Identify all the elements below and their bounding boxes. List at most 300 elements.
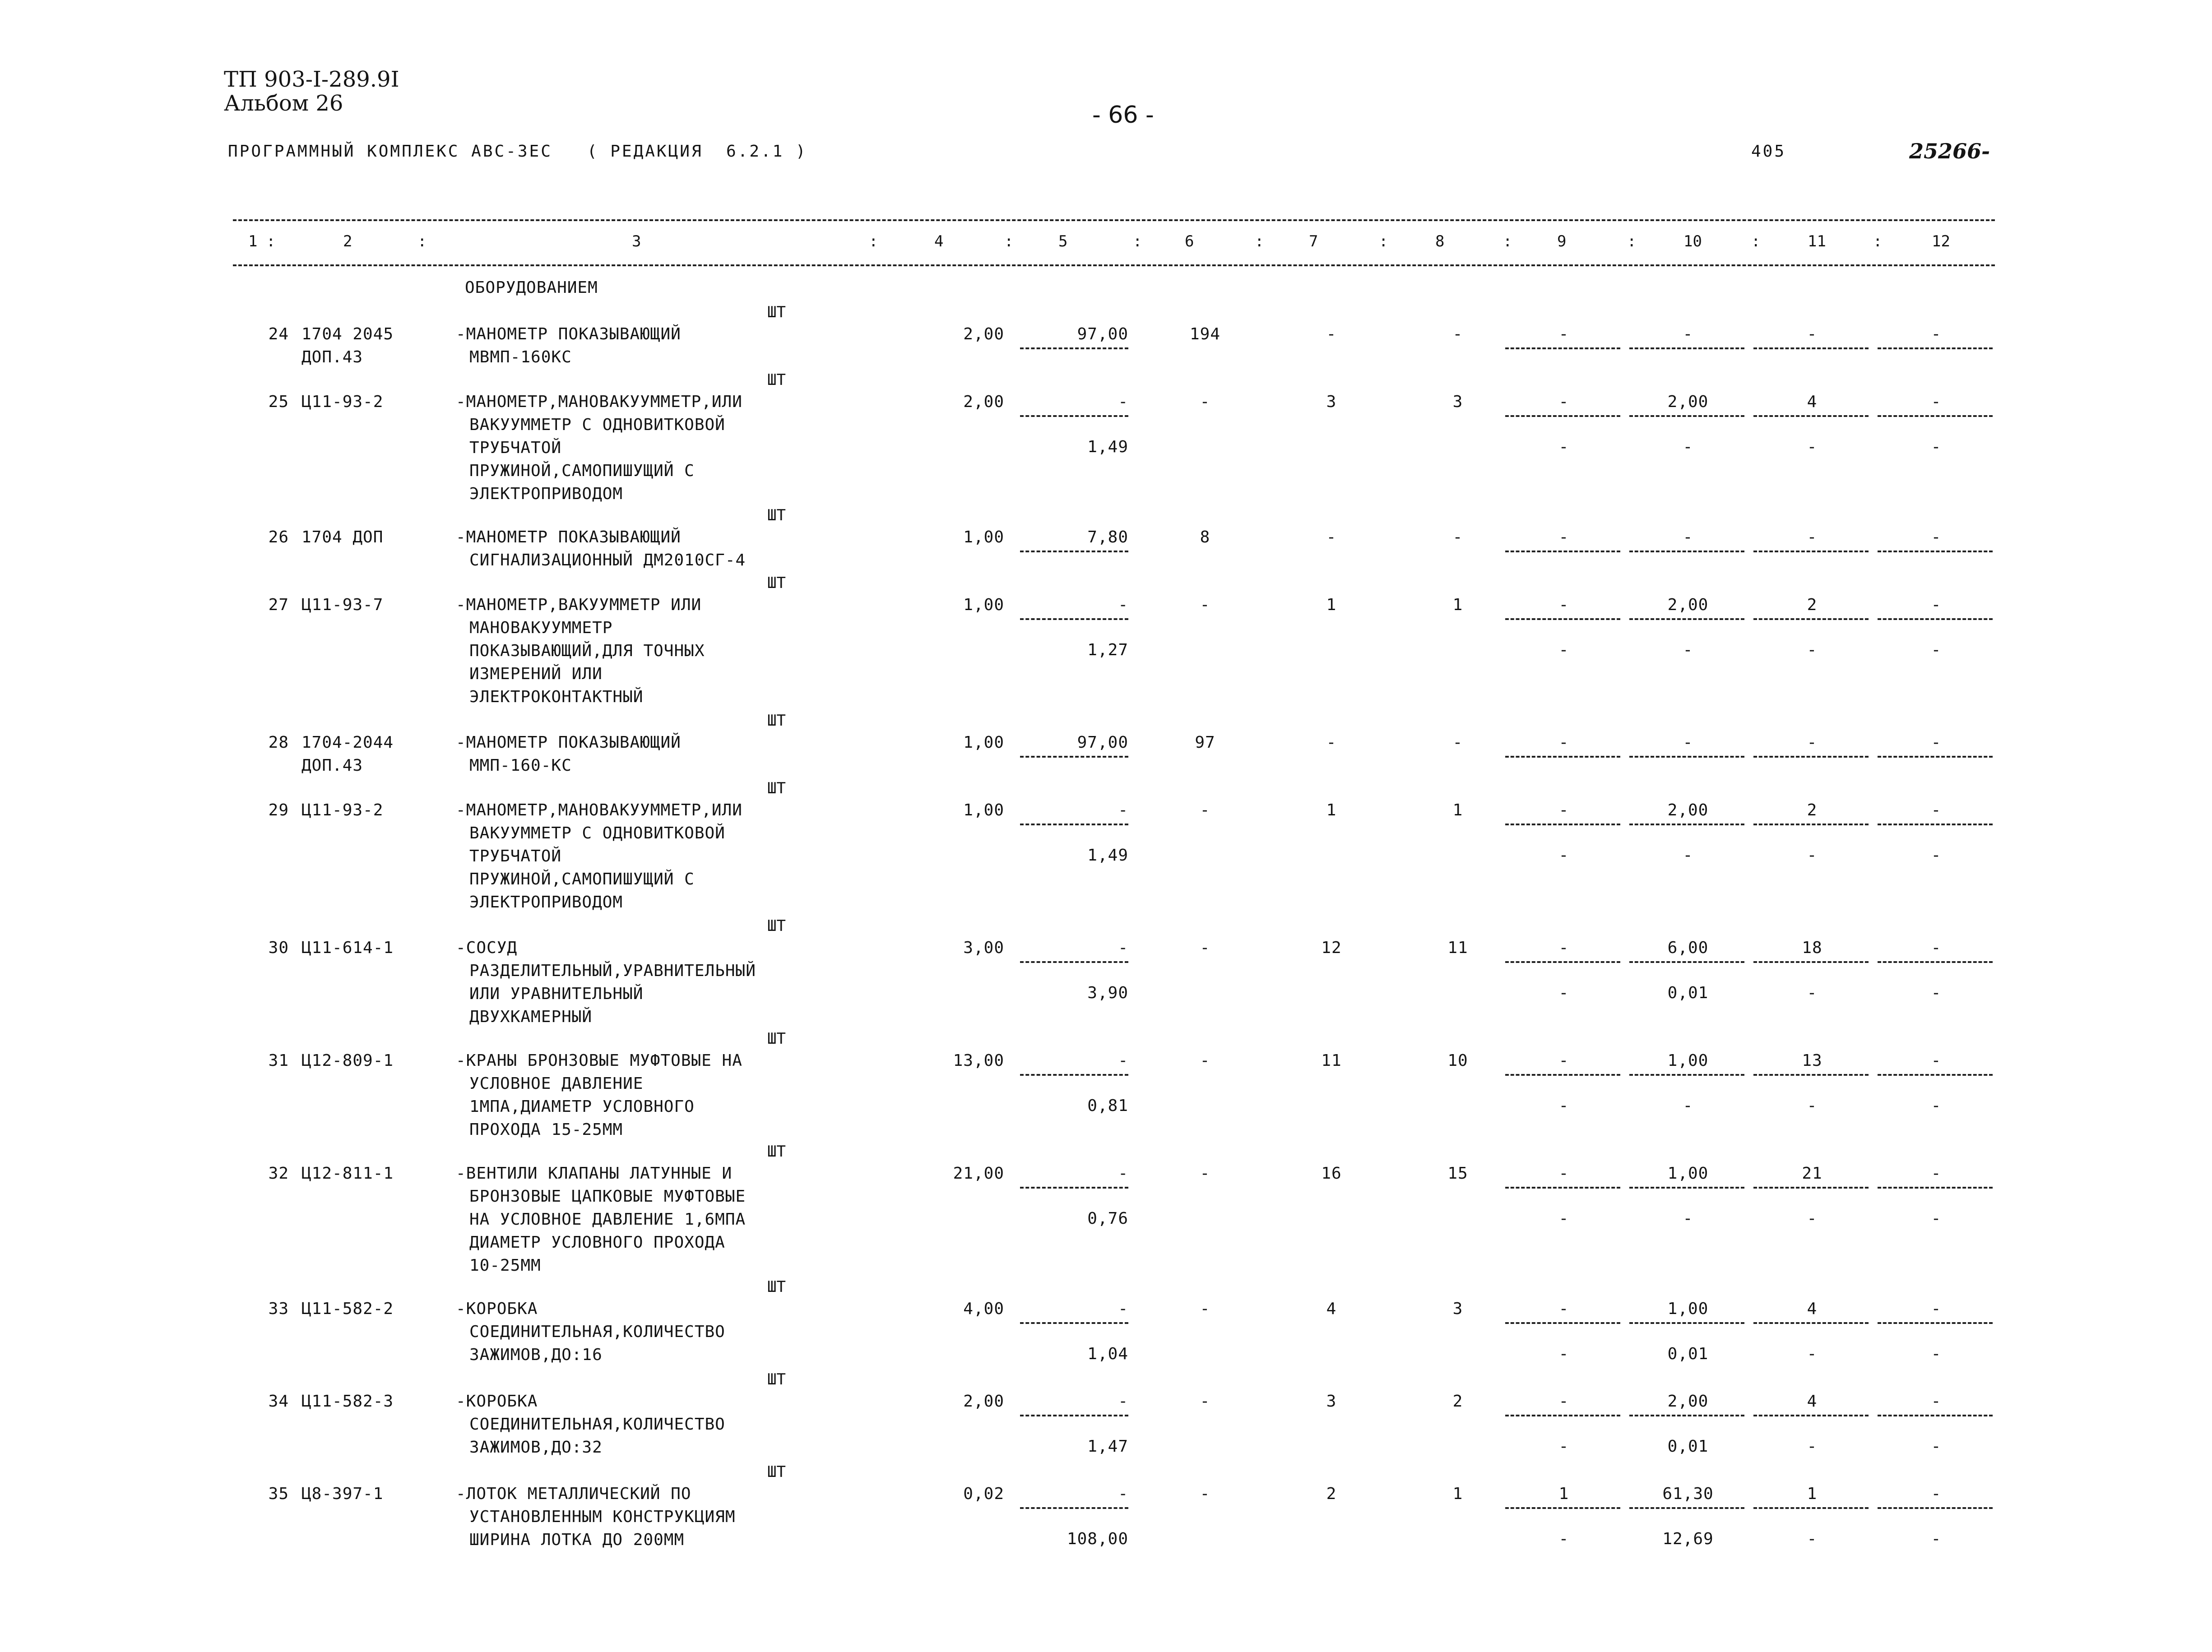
row-number: 28 [268,733,289,752]
fraction-rule [1629,1507,1744,1509]
unit-cost-top: - [1118,1485,1128,1503]
fraction-rule [1020,551,1128,552]
c10-top: 1,00 [1667,1300,1709,1318]
fraction-rule [1505,551,1620,552]
column-number: 3 [632,232,641,250]
c10-top: 2,00 [1667,1392,1709,1411]
work-code: Ц11-614-1 [301,939,394,957]
col8-value: 15 [1447,1164,1468,1183]
column-number: 2 [343,232,352,250]
column-separator: : [1503,232,1512,250]
total-cost: - [1200,596,1210,614]
description-line: ПРУЖИНОЙ,САМОПИШУЩИЙ С [469,462,695,480]
col8-value: 2 [1452,1392,1463,1411]
unit-label: ШТ [767,506,786,524]
total-cost: - [1200,801,1210,819]
work-code: Ц11-93-2 [301,393,384,411]
column-separator: : [869,232,878,250]
column-number: 7 [1309,232,1318,250]
row-number: 25 [268,393,289,411]
c9-bottom: - [1558,846,1569,865]
fraction-rule [1878,1415,1993,1416]
c12-bottom: - [1931,1097,1942,1115]
description-line: УСТАНОВЛЕННЫМ КОНСТРУКЦИЯМ [469,1508,736,1526]
c11-top: - [1807,733,1818,752]
c11-bottom: - [1807,438,1818,456]
description-line: ДИАМЕТР УСЛОВНОГО ПРОХОДА [469,1233,725,1252]
col8-value: 3 [1452,1300,1463,1318]
c12-bottom: - [1931,1530,1942,1548]
quantity: 13,00 [953,1051,1004,1070]
description-line: ШИРИНА ЛОТКА ДО 200ММ [469,1531,685,1549]
col8-value: 1 [1452,596,1463,614]
sheet-code: 25266- [1909,139,1990,163]
description-line: ТРУБЧАТОЙ [469,439,562,457]
fraction-rule [1753,824,1869,825]
c10-bottom: - [1683,846,1693,865]
c9-top: - [1558,528,1569,546]
description-line: -МАНОМЕТР,МАНОВАКУУММЕТР,ИЛИ [456,393,742,411]
work-code: Ц8-397-1 [301,1485,384,1503]
fraction-rule [1753,347,1869,349]
fraction-rule [1505,824,1620,825]
fraction-rule [1753,1507,1869,1509]
unit-label: ШТ [767,1143,786,1161]
fraction-rule [1878,1322,1993,1324]
quantity: 4,00 [963,1300,1004,1318]
c10-bottom: - [1683,641,1693,659]
header-rule-top [233,219,1995,221]
column-separator: : [266,232,276,250]
unit-cost-top: 7,80 [1087,528,1128,546]
col7-value: 3 [1326,1392,1337,1411]
unit-cost-bottom: 108,00 [1067,1530,1128,1548]
column-separator: : [1255,232,1264,250]
c11-top: 2 [1807,801,1818,819]
fraction-rule [1878,756,1993,758]
c11-top: - [1807,325,1818,343]
total-cost: - [1200,939,1210,957]
description-line: ПРУЖИНОЙ,САМОПИШУЩИЙ С [469,870,695,888]
description-line: -МАНОМЕТР,МАНОВАКУУММЕТР,ИЛИ [456,801,742,819]
column-separator: : [1751,232,1761,250]
c9-top: - [1558,1300,1569,1318]
work-code: Ц12-809-1 [301,1051,394,1070]
c11-bottom: - [1807,1530,1818,1548]
col7-value: 4 [1326,1300,1337,1318]
total-cost: - [1200,1164,1210,1183]
c12-bottom: - [1931,438,1942,456]
c11-top: 2 [1807,596,1818,614]
description-line: -ВЕНТИЛИ КЛАПАНЫ ЛАТУННЫЕ И [456,1164,733,1183]
fraction-rule [1505,756,1620,758]
fraction-rule [1629,1187,1744,1189]
unit-cost-top: - [1118,939,1128,957]
column-number: 8 [1435,232,1445,250]
col7-value: 12 [1321,939,1342,957]
column-number: 9 [1557,232,1567,250]
fraction-rule [1878,551,1993,552]
work-code: Ц12-811-1 [301,1164,394,1183]
fraction-rule [1629,618,1744,620]
total-cost: - [1200,1485,1210,1503]
description-line: -МАНОМЕТР ПОКАЗЫВАЮЩИЙ [456,733,681,752]
fraction-rule [1020,1074,1128,1076]
c12-top: - [1931,1485,1942,1503]
c10-bottom: - [1683,1097,1693,1115]
unit-label: ШТ [767,1030,786,1048]
description-line: ЭЛЕКТРОПРИВОДОМ [469,893,623,912]
work-code: 1704-2044 [301,733,394,752]
fraction-rule [1878,1074,1993,1076]
c12-top: - [1931,1300,1942,1318]
unit-cost-top: 97,00 [1077,325,1128,343]
row-number: 35 [268,1485,289,1503]
c11-bottom: - [1807,1345,1818,1363]
column-separator: : [1873,232,1883,250]
description-line: ВАКУУММЕТР С ОДНОВИТКОВОЙ [469,824,725,842]
c9-bottom: - [1558,984,1569,1002]
total-cost: - [1200,1051,1210,1070]
total-cost: - [1200,1300,1210,1318]
description-line: -КРАНЫ БРОНЗОВЫЕ МУФТОВЫЕ НА [456,1051,742,1070]
fraction-rule [1878,415,1993,417]
quantity: 0,02 [963,1485,1004,1503]
c12-top: - [1931,393,1942,411]
work-code: 1704 ДОП [301,528,384,546]
fraction-rule [1505,1507,1620,1509]
fraction-rule [1629,1074,1744,1076]
fraction-rule [1878,347,1993,349]
work-code: Ц11-582-3 [301,1392,394,1411]
description-line: ЭЛЕКТРОКОНТАКТНЫЙ [469,688,644,706]
quantity: 3,00 [963,939,1004,957]
unit-cost-top: - [1118,1392,1128,1411]
col7-value: 11 [1321,1051,1342,1070]
c9-top: - [1558,1051,1569,1070]
c12-top: - [1931,801,1942,819]
col8-value: - [1452,733,1463,752]
c9-bottom: - [1558,1209,1569,1228]
description-line: ЭЛЕКТРОПРИВОДОМ [469,485,623,503]
c9-top: - [1558,596,1569,614]
description-line: ПРОХОДА 15-25ММ [469,1120,623,1139]
unit-cost-bottom: 1,47 [1087,1437,1128,1456]
album-label: Альбом 26 [224,91,343,116]
fraction-rule [1753,1415,1869,1416]
work-code: ДОП.43 [301,756,363,775]
c11-bottom: - [1807,846,1818,865]
unit-cost-top: - [1118,801,1128,819]
row-number: 31 [268,1051,289,1070]
total-cost: 194 [1189,325,1221,343]
fraction-rule [1505,618,1620,620]
description-line: -МАНОМЕТР ПОКАЗЫВАЮЩИЙ [456,528,681,546]
description-line: -МАНОМЕТР ПОКАЗЫВАЮЩИЙ [456,325,681,343]
row-number: 29 [268,801,289,819]
description-line: СОЕДИНИТЕЛЬНАЯ,КОЛИЧЕСТВО [469,1415,725,1434]
c12-bottom: - [1931,1345,1942,1363]
c10-top: 2,00 [1667,393,1709,411]
fraction-rule [1878,618,1993,620]
unit-cost-top: - [1118,393,1128,411]
column-number: 6 [1185,232,1194,250]
fraction-rule [1505,961,1620,963]
c10-top: - [1683,528,1693,546]
fraction-rule [1629,1415,1744,1416]
header-rule-bottom [233,264,1995,266]
col7-value: 1 [1326,801,1337,819]
description-line: УСЛОВНОЕ ДАВЛЕНИЕ [469,1074,644,1093]
description-line: НА УСЛОВНОЕ ДАВЛЕНИЕ 1,6МПА [469,1210,746,1229]
c9-top: - [1558,1164,1569,1183]
fraction-rule [1753,415,1869,417]
col7-value: - [1326,733,1337,752]
c9-bottom: - [1558,641,1569,659]
col7-value: 2 [1326,1485,1337,1503]
unit-cost-top: - [1118,1051,1128,1070]
description-line: -КОРОБКА [456,1392,538,1411]
col8-value: 3 [1452,393,1463,411]
col8-value: - [1452,325,1463,343]
row-number: 32 [268,1164,289,1183]
unit-label: ШТ [767,779,786,797]
fraction-rule [1629,415,1744,417]
description-line: ВАКУУММЕТР С ОДНОВИТКОВОЙ [469,416,725,434]
c10-bottom: 0,01 [1667,984,1709,1002]
c9-bottom: - [1558,1437,1569,1456]
description-line: МВМП-160КС [469,348,572,366]
c9-top: - [1558,733,1569,752]
column-separator: : [1627,232,1637,250]
column-separator: : [417,232,427,250]
row-number: 26 [268,528,289,546]
fraction-rule [1505,1415,1620,1416]
total-cost: 97 [1195,733,1215,752]
fraction-rule [1505,1074,1620,1076]
fraction-rule [1753,618,1869,620]
c11-bottom: - [1807,1437,1818,1456]
unit-cost-bottom: 0,76 [1087,1209,1128,1228]
fraction-rule [1020,618,1128,620]
fraction-rule [1505,347,1620,349]
column-number: 4 [934,232,944,250]
unit-label: ШТ [767,371,786,389]
work-code: Ц11-582-2 [301,1300,394,1318]
unit-label: ШТ [767,1463,786,1481]
quantity: 2,00 [963,1392,1004,1411]
description-line: ИЗМЕРЕНИЙ ИЛИ [469,665,603,683]
fraction-rule [1753,1322,1869,1324]
col8-value: 1 [1452,801,1463,819]
column-separator: : [1133,232,1142,250]
quantity: 21,00 [953,1164,1004,1183]
c10-bottom: 0,01 [1667,1345,1709,1363]
col8-value: - [1452,528,1463,546]
c9-bottom: - [1558,1097,1569,1115]
fraction-rule [1629,756,1744,758]
unit-label: ШТ [767,1278,786,1296]
c12-bottom: - [1931,1437,1942,1456]
c9-top: 1 [1558,1485,1569,1503]
unit-cost-top: - [1118,596,1128,614]
fraction-rule [1753,1074,1869,1076]
unit-cost-bottom: 1,04 [1087,1345,1128,1363]
c12-bottom: - [1931,1209,1942,1228]
fraction-rule [1753,961,1869,963]
fraction-rule [1878,824,1993,825]
c12-top: - [1931,733,1942,752]
description-line: -КОРОБКА [456,1300,538,1318]
quantity: 2,00 [963,393,1004,411]
fraction-rule [1505,415,1620,417]
fraction-rule [1753,1187,1869,1189]
unit-cost-top: - [1118,1164,1128,1183]
c10-top: 61,30 [1662,1485,1714,1503]
unit-label: ШТ [767,1370,786,1388]
description-line: ЗАЖИМОВ,ДО:16 [469,1346,603,1364]
c11-top: 18 [1802,939,1822,957]
total-cost: - [1200,393,1210,411]
description-line: РАЗДЕЛИТЕЛЬНЫЙ,УРАВНИТЕЛЬНЫЙ [469,962,756,980]
c12-top: - [1931,1164,1942,1183]
fraction-rule [1020,415,1128,417]
c12-top: - [1931,596,1942,614]
page-number: - 66 - [1092,102,1154,129]
fraction-rule [1878,1187,1993,1189]
fraction-rule [1020,961,1128,963]
fraction-rule [1629,347,1744,349]
c11-top: 21 [1802,1164,1822,1183]
column-number: 11 [1808,232,1826,250]
c12-bottom: - [1931,984,1942,1002]
col8-value: 11 [1447,939,1468,957]
fraction-rule [1020,1187,1128,1189]
unit-cost-bottom: 1,49 [1087,846,1128,865]
c10-top: 2,00 [1667,801,1709,819]
total-cost: 8 [1200,528,1210,546]
unit-cost-bottom: 1,27 [1087,641,1128,659]
quantity: 1,00 [963,733,1004,752]
fraction-rule [1629,961,1744,963]
description-line: -ЛОТОК МЕТАЛЛИЧЕСКИЙ ПО [456,1485,691,1503]
col7-value: - [1326,325,1337,343]
quantity: 1,00 [963,596,1004,614]
c9-top: - [1558,939,1569,957]
code-right: 405 [1751,142,1786,161]
c9-bottom: - [1558,1530,1569,1548]
column-number: 1 [248,232,258,250]
continued-description: ОБОРУДОВАНИЕМ [465,278,598,297]
description-line: СОЕДИНИТЕЛЬНАЯ,КОЛИЧЕСТВО [469,1323,725,1341]
c11-top: 4 [1807,393,1818,411]
fraction-rule [1020,756,1128,758]
row-number: 24 [268,325,289,343]
column-separator: : [1004,232,1014,250]
c10-bottom: 12,69 [1662,1530,1714,1548]
c12-top: - [1931,939,1942,957]
c10-top: - [1683,733,1693,752]
c10-top: 2,00 [1667,596,1709,614]
c11-bottom: - [1807,1097,1818,1115]
fraction-rule [1020,1415,1128,1416]
description-line: СИГНАЛИЗАЦИОННЫЙ ДМ2010СГ-4 [469,551,746,569]
c9-bottom: - [1558,1345,1569,1363]
description-line: ММП-160-КС [469,756,572,775]
column-number: 12 [1932,232,1950,250]
c9-top: - [1558,1392,1569,1411]
c10-bottom: - [1683,1209,1693,1228]
c11-top: 1 [1807,1485,1818,1503]
unit-cost-top: 97,00 [1077,733,1128,752]
c11-bottom: - [1807,641,1818,659]
row-number: 33 [268,1300,289,1318]
total-cost: - [1200,1392,1210,1411]
fraction-rule [1020,824,1128,825]
fraction-rule [1629,551,1744,552]
fraction-rule [1505,1187,1620,1189]
fraction-rule [1629,824,1744,825]
fraction-rule [1020,1507,1128,1509]
c10-top: 6,00 [1667,939,1709,957]
c11-top: 13 [1802,1051,1822,1070]
quantity: 1,00 [963,528,1004,546]
fraction-rule [1878,961,1993,963]
c10-top: 1,00 [1667,1164,1709,1183]
row-number: 27 [268,596,289,614]
col8-value: 10 [1447,1051,1468,1070]
description-line: МАНОВАКУУММЕТР [469,619,613,637]
c11-bottom: - [1807,1209,1818,1228]
col7-value: - [1326,528,1337,546]
c12-top: - [1931,325,1942,343]
fraction-rule [1878,1507,1993,1509]
fraction-rule [1753,551,1869,552]
unit-cost-top: - [1118,1300,1128,1318]
c11-top: 4 [1807,1300,1818,1318]
col7-value: 3 [1326,393,1337,411]
c12-top: - [1931,1051,1942,1070]
unit-cost-bottom: 0,81 [1087,1097,1128,1115]
row-number: 34 [268,1392,289,1411]
c12-bottom: - [1931,846,1942,865]
col7-value: 16 [1321,1164,1342,1183]
c10-bottom: - [1683,438,1693,456]
description-line: ЗАЖИМОВ,ДО:32 [469,1438,603,1457]
unit-label: ШТ [767,712,786,730]
work-code: ДОП.43 [301,348,363,366]
c9-top: - [1558,325,1569,343]
description-line: -МАНОМЕТР,ВАКУУММЕТР ИЛИ [456,596,702,614]
c9-top: - [1558,801,1569,819]
unit-cost-bottom: 3,90 [1087,984,1128,1002]
program-title: ПРОГРАММНЫЙ КОМПЛЕКС АВС-3ЕС ( РЕДАКЦИЯ 6.2.1 ) [228,142,807,161]
description-line: ПОКАЗЫВАЮЩИЙ,ДЛЯ ТОЧНЫХ [469,642,705,660]
column-separator: : [1379,232,1388,250]
c9-bottom: - [1558,438,1569,456]
unit-label: ШТ [767,917,786,935]
description-line: 10-25ММ [469,1256,541,1275]
col7-value: 1 [1326,596,1337,614]
c12-top: - [1931,528,1942,546]
c10-top: - [1683,325,1693,343]
fraction-rule [1753,756,1869,758]
quantity: 2,00 [963,325,1004,343]
unit-label: ШТ [767,574,786,592]
c9-top: - [1558,393,1569,411]
description-line: -СОСУД [456,939,518,957]
c12-top: - [1931,1392,1942,1411]
